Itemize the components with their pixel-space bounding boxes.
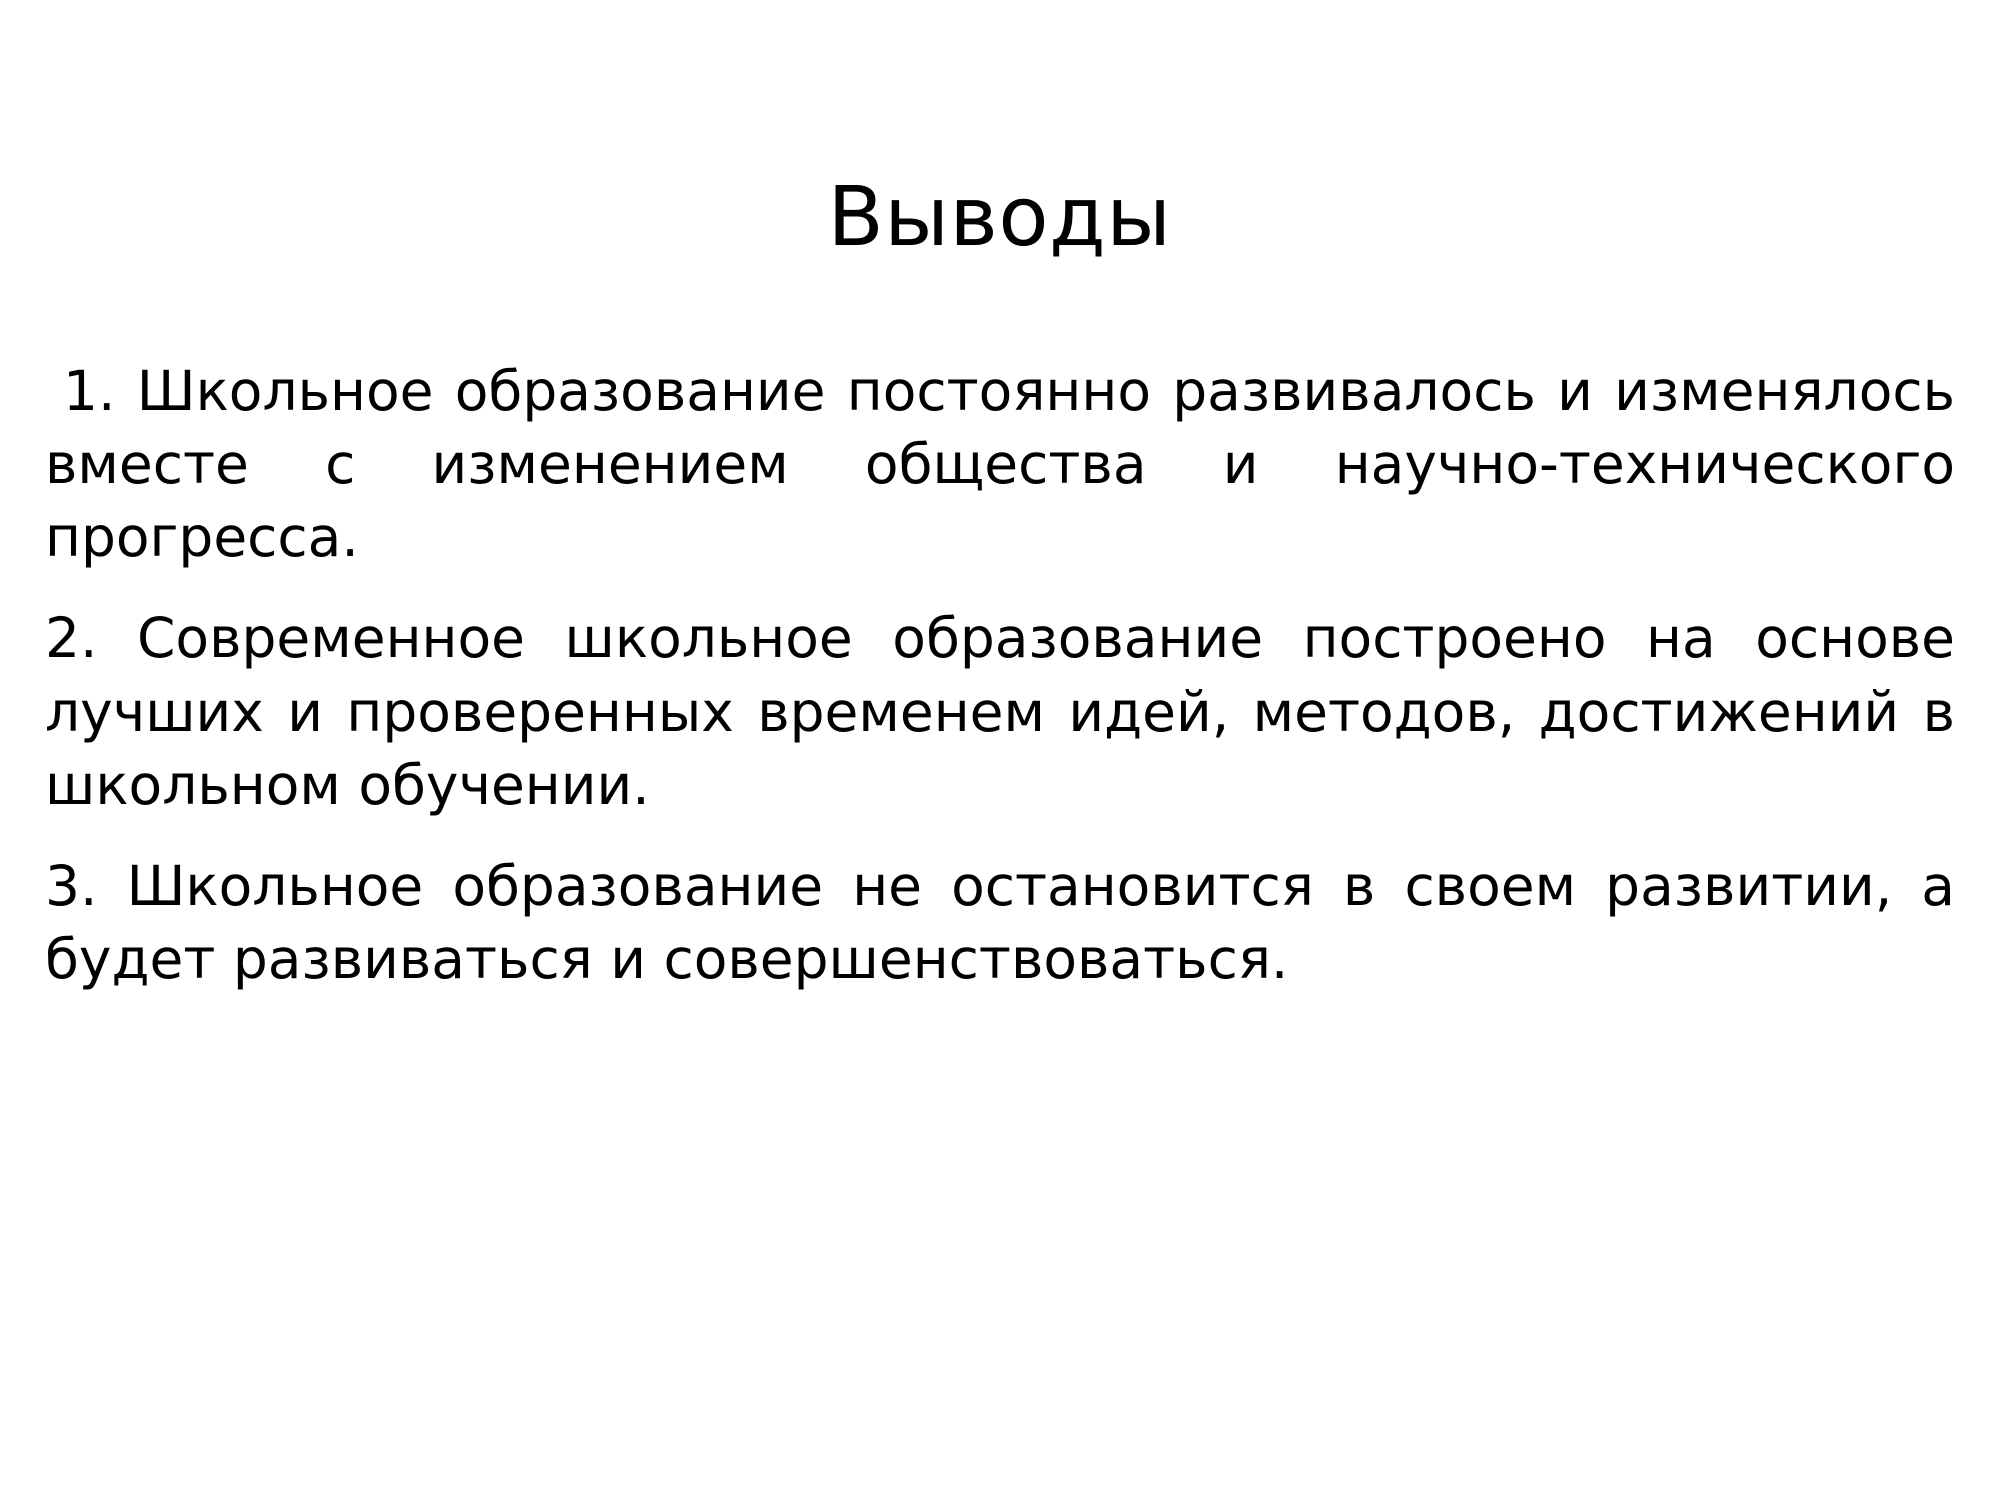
page-title: Выводы — [827, 169, 1172, 265]
conclusion-item-3: 3. Школьное образование не остановится в своем развитии, а будет развиваться и совершенствоваться. — [45, 853, 1955, 991]
conclusion-item-1: 1. Школьное образование постоянно развивалось и изменялось вместе с изменением общества и научно-технического прогресса. — [45, 359, 1955, 570]
conclusion-item-2: 2. Современное школьное образование построено на основе лучших и проверенных временем идей, методов, достижений в школьном обучении. — [45, 606, 1955, 817]
slide-body — [45, 355, 1955, 996]
